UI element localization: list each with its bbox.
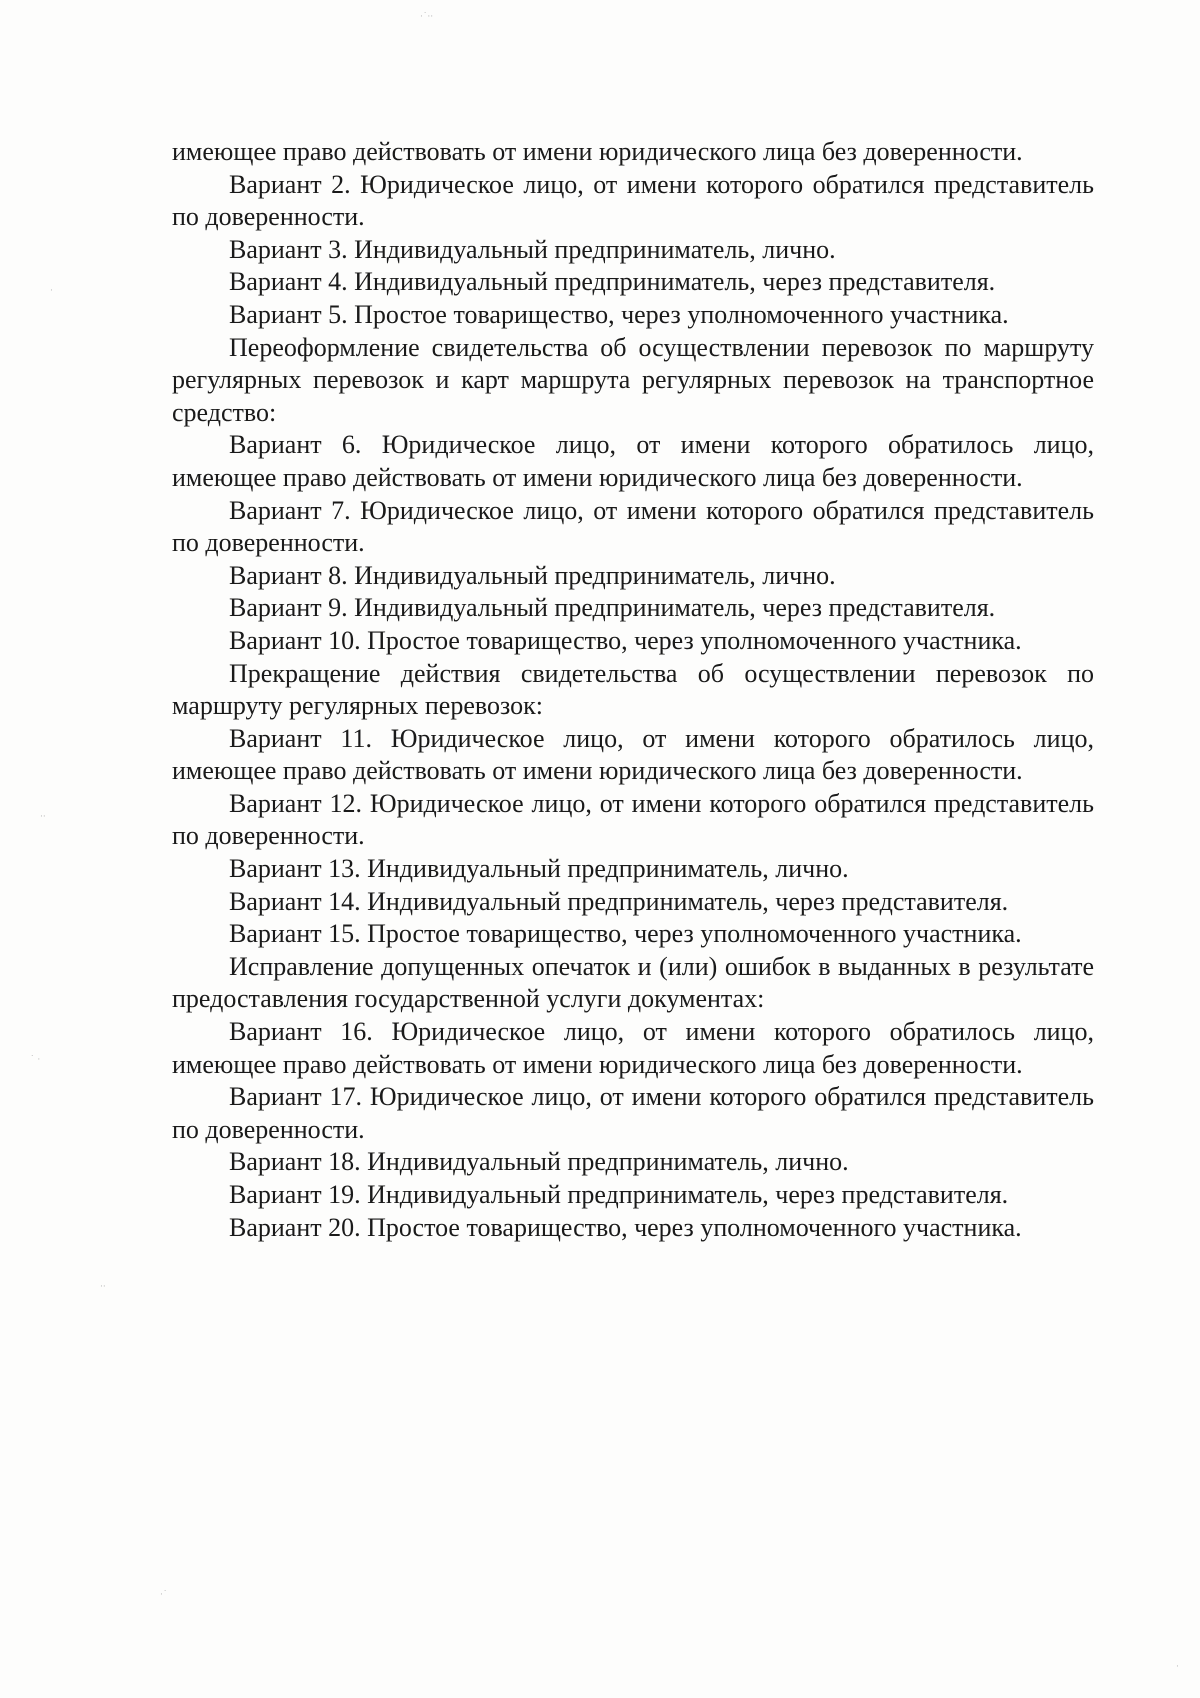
paragraph: Вариант 10. Простое товарищество, через уполномоченного участника. (229, 625, 1022, 655)
section-heading-paragraph: Переоформление свидетельства об осуществлении перевозок по маршруту регулярных перевозок и карт маршрута регулярных перевозок на транспортное средство: (172, 332, 1094, 427)
paragraph: Вариант 9. Индивидуальный предприниматель, через представителя. (229, 593, 996, 623)
paragraph: Вариант 11. Юридическое лицо, от имени которого обратилось лицо, имеющее право действовать от имени юридического лица без доверенности. (172, 723, 1094, 786)
paragraph: Вариант 8. Индивидуальный предприниматель, лично. (229, 560, 836, 590)
paragraph: Вариант 15. Простое товарищество, через уполномоченного участника. (229, 919, 1022, 949)
paragraph: Вариант 19. Индивидуальный предприниматель, через представителя. (229, 1180, 1009, 1209)
paragraph: Вариант 16. Юридическое лицо, от имени которого обратилось лицо, имеющее право действовать от имени юридического лица без доверенности. (172, 1017, 1094, 1079)
scan-speck: ·˙·· (420, 12, 434, 22)
scan-speck: ˙ · (30, 1055, 41, 1065)
paragraph: Вариант 13. Индивидуальный предприниматель, лично. (229, 854, 849, 884)
scan-speck: · (1176, 1662, 1179, 1672)
paragraph: Вариант 17. Юридическое лицо, от имени которого обратился представитель по доверенности. (172, 1082, 1094, 1144)
scan-speck: ·· (100, 1282, 106, 1292)
paragraph: Вариант 12. Юридическое лицо, от имени которого обратился представитель по доверенности. (172, 788, 1094, 851)
section-heading-paragraph: Прекращение действия свидетельства об осуществлении перевозок по маршруту регулярных перевозок: (172, 658, 1094, 721)
section-heading-paragraph: Исправление допущенных опечаток и (или) ошибок в выданных в результате предоставления государственной услуги документах: (172, 951, 1094, 1014)
paragraph: Вариант 6. Юридическое лицо, от имени которого обратилось лицо, имеющее право действовать от имени юридического лица без доверенности. (172, 430, 1094, 492)
paragraph: Вариант 4. Индивидуальный предприниматель, через представителя. (229, 267, 996, 297)
paragraph: Вариант 7. Юридическое лицо, от имени которого обратился представитель по доверенности. (172, 495, 1094, 558)
scan-speck: ·˙ (160, 1590, 168, 1600)
paragraph: Вариант 2. Юридическое лицо, от имени которого обратился представитель по доверенности. (172, 169, 1094, 232)
paragraph: Вариант 20. Простое товарищество, через уполномоченного участника. (229, 1212, 1022, 1242)
scan-speck: ·· (40, 812, 46, 822)
document-body (172, 136, 1094, 1244)
paragraph: Вариант 18. Индивидуальный предприниматель, лично. (229, 1147, 849, 1177)
paragraph: имеющее право действовать от имени юридического лица без доверенности. (172, 137, 1023, 166)
paragraph: Вариант 14. Индивидуальный предприниматель, через представителя. (229, 886, 1009, 916)
paragraph: Вариант 3. Индивидуальный предприниматель, лично. (229, 234, 836, 264)
paragraph: Вариант 5. Простое товарищество, через уполномоченного участника. (229, 299, 1009, 329)
scan-speck: · (50, 286, 53, 296)
